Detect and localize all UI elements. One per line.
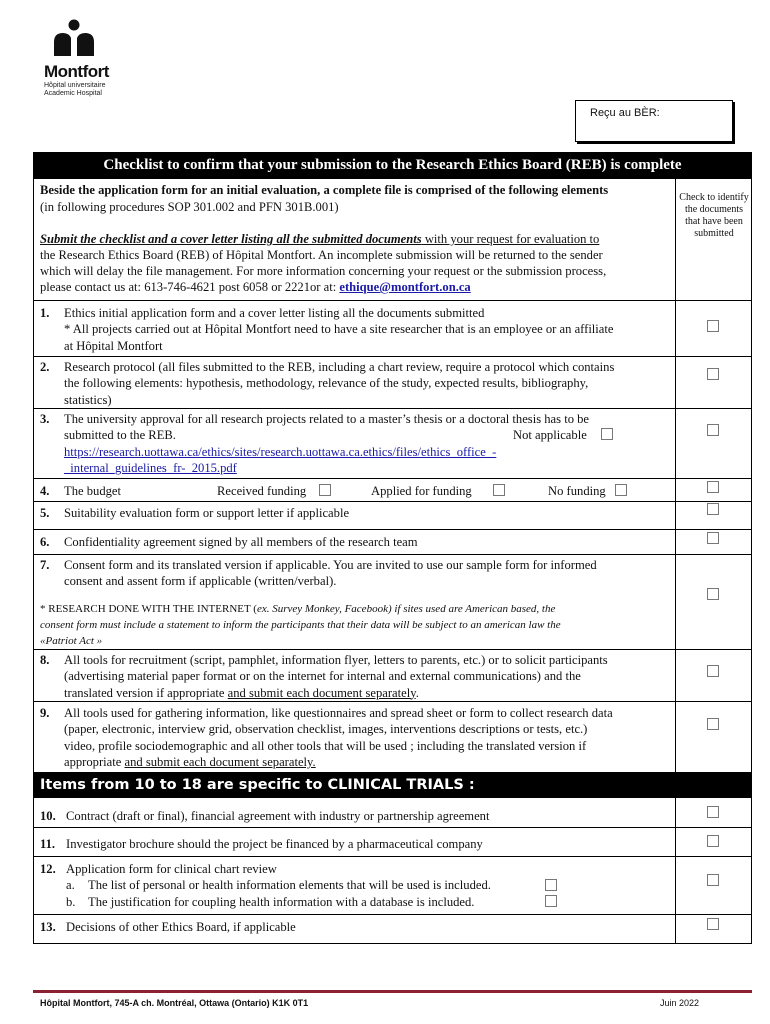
item-2-text bbox=[64, 359, 672, 408]
item-7-note-line1 bbox=[40, 601, 672, 617]
item-9-line3: video, profile sociodemographic and all other tools that will be used ; including the translated version if bbox=[64, 738, 587, 753]
item-7-line2: consent and assent form if applicable (written/verbal). bbox=[64, 574, 337, 589]
item-3-number: 3. bbox=[40, 412, 50, 426]
item-1-line1: Ethics initial application form and a cover letter listing all the documents submitted bbox=[64, 306, 485, 320]
column-divider bbox=[675, 179, 676, 772]
item-3-checkbox[interactable] bbox=[707, 424, 719, 436]
item-11-checkbox[interactable] bbox=[707, 835, 719, 847]
montfort-logo bbox=[44, 18, 124, 97]
item-10-text: Contract (draft or final), financial agreement with industry or partnership agreement bbox=[66, 809, 490, 823]
footer-date: Juin 2022 bbox=[660, 998, 700, 1008]
logo-subtitle-line1: Hôpital universitaire bbox=[44, 82, 106, 89]
item-8-line3a: translated version if appropriate bbox=[64, 685, 228, 700]
item-12-a-text: The list of personal or health information elements that will be used is included. bbox=[88, 878, 491, 892]
item-12-checkbox[interactable] bbox=[707, 874, 719, 886]
row-divider bbox=[33, 554, 752, 555]
item-8-text bbox=[64, 652, 672, 701]
item-3-line1: The university approval for all research projects related to a master’s thesis or a doctoral thesis has to be bbox=[64, 412, 590, 426]
item-11-number: 11. bbox=[40, 837, 56, 851]
item-13-number: 13. bbox=[40, 920, 56, 934]
item-7-checkbox[interactable] bbox=[707, 588, 719, 600]
item-3-not-applicable-checkbox[interactable] bbox=[601, 428, 613, 440]
intro-paragraph-line4 bbox=[40, 279, 672, 295]
item-12-b-text: The justification for coupling health information with a database is included. bbox=[88, 895, 475, 909]
contact-email-link[interactable]: ethique@montfort.on.ca bbox=[339, 280, 471, 294]
row-divider bbox=[33, 300, 752, 301]
item-1-line3: at Hôpital Montfort bbox=[64, 338, 163, 353]
intro-paragraph-line2: the Research Ethics Board (REB) of Hôpital Montfort. An incomplete submission will be returned to the sender bbox=[40, 248, 603, 262]
item-3-line2: submitted to the REB. bbox=[64, 428, 176, 443]
column-divider-clinical bbox=[675, 798, 676, 944]
item-5-text: Suitability evaluation form or support letter if applicable bbox=[64, 506, 350, 520]
item-9-number: 9. bbox=[40, 706, 50, 720]
item-6-number: 6. bbox=[40, 535, 50, 549]
intro-line1: Beside the application form for an initial evaluation, a complete file is comprised of the following elements bbox=[40, 183, 609, 197]
item-5-number: 5. bbox=[40, 506, 50, 520]
item-10-number: 10. bbox=[40, 809, 56, 823]
item-9-text bbox=[64, 705, 672, 770]
item-11-text: Investigator brochure should the project be financed by a pharmaceutical company bbox=[66, 837, 483, 851]
item-1-number: 1. bbox=[40, 306, 50, 320]
item-10-checkbox[interactable] bbox=[707, 806, 719, 818]
logo-name: Montfort bbox=[44, 62, 109, 81]
no-funding-checkbox[interactable] bbox=[615, 484, 627, 496]
item-2-number: 2. bbox=[40, 360, 50, 374]
footer-rule bbox=[33, 990, 752, 993]
item-7-note-1b: ex. Survey Monkey, Facebook) if sites used are American based, the bbox=[256, 603, 556, 615]
item-12-a-checkbox[interactable] bbox=[545, 879, 557, 891]
item-9-line4b: and submit each document separately. bbox=[124, 754, 316, 769]
item-7-note-line3: «Patriot Act » bbox=[40, 635, 103, 647]
item-13-checkbox[interactable] bbox=[707, 918, 719, 930]
item-9-checkbox[interactable] bbox=[707, 718, 719, 730]
item-1-checkbox[interactable] bbox=[707, 320, 719, 332]
item-6-checkbox[interactable] bbox=[707, 532, 719, 544]
item-7-text bbox=[64, 557, 672, 590]
logo-subtitle bbox=[44, 82, 105, 98]
item-6-text: Confidentiality agreement signed by all members of the research team bbox=[64, 535, 418, 549]
item-8-number: 8. bbox=[40, 653, 50, 667]
row-divider bbox=[33, 501, 752, 502]
row-divider bbox=[33, 856, 752, 857]
item-9-line4a: appropriate bbox=[64, 754, 125, 769]
item-7-line1: Consent form and its translated version if applicable. You are invited to use our sample form for informed bbox=[64, 558, 597, 572]
item-2-checkbox[interactable] bbox=[707, 368, 719, 380]
item-12-number: 12. bbox=[40, 862, 56, 876]
item-8-line1: All tools for recruitment (script, pamphlet, information flyer, letters to parents, etc.) or to solicit participants bbox=[64, 653, 608, 667]
item-2-line1: Research protocol (all files submitted to the REB, including a chart review, require a protocol which contains bbox=[64, 360, 615, 374]
item-9-line2: (paper, electronic, interview grid, observation checklist, images, interventions descriptions or tests, etc.) bbox=[64, 722, 588, 737]
row-divider bbox=[33, 529, 752, 530]
intro-line2: (in following procedures SOP 301.002 and PFN 301B.001) bbox=[40, 200, 339, 214]
item-9-line4 bbox=[64, 754, 672, 770]
item-13-text: Decisions of other Ethics Board, if applicable bbox=[66, 920, 296, 934]
item-7-note-line2: consent form must include a statement to inform the participants that their data will be subject to an american law the bbox=[40, 619, 561, 631]
item-8-line3 bbox=[64, 685, 672, 701]
item-5-checkbox[interactable] bbox=[707, 503, 719, 515]
item-12-b-checkbox[interactable] bbox=[545, 895, 557, 907]
item-8-line3b: and submit each document separately bbox=[227, 685, 416, 700]
applied-funding-checkbox[interactable] bbox=[493, 484, 505, 496]
intro-contact-text: please contact us at: 613-746-4621 post 6058 or 2221or at: bbox=[40, 280, 340, 294]
check-column-header: Check to identify the documents that have been submitted bbox=[679, 192, 749, 239]
reb-received-box[interactable] bbox=[575, 100, 733, 142]
item-3-guidelines-link[interactable]: https://research.uottawa.ca/ethics/sites/research.uottawa.ca.ethics/files/ethics_office_- bbox=[64, 444, 497, 459]
item-8-line3c: . bbox=[415, 685, 419, 700]
applied-funding-label: Applied for funding bbox=[371, 484, 472, 498]
item-4-label: The budget bbox=[64, 484, 122, 498]
intro-paragraph-line3: which will delay the file management. For more information concerning your request or the submission process, bbox=[40, 264, 607, 278]
item-7-internet-note bbox=[40, 601, 672, 649]
row-divider bbox=[33, 827, 752, 828]
row-divider bbox=[33, 701, 752, 702]
intro-paragraph-line1 bbox=[40, 231, 672, 247]
item-3-guidelines-link-cont[interactable]: _internal_guidelines_fr-_2015.pdf bbox=[64, 460, 237, 475]
footer-address: Hôpital Montfort, 745-A ch. Montréal, Ottawa (Ontario) K1K 0T1 bbox=[40, 998, 309, 1008]
item-8-line2: (advertising material paper format or on the internet for internal and external communications) and the bbox=[64, 669, 581, 684]
row-divider bbox=[33, 478, 752, 479]
item-12-text: Application form for clinical chart review bbox=[66, 862, 277, 876]
checklist-title: Checklist to confirm that your submission to the Research Ethics Board (REB) is complete bbox=[33, 152, 752, 179]
item-2-line3: statistics) bbox=[64, 392, 112, 407]
no-funding-label: No funding bbox=[548, 484, 606, 498]
item-1-text bbox=[64, 305, 672, 354]
received-funding-checkbox[interactable] bbox=[319, 484, 331, 496]
item-4-number: 4. bbox=[40, 484, 50, 498]
received-funding-label: Received funding bbox=[217, 484, 307, 498]
item-1-line2: * All projects carried out at Hôpital Montfort need to have a site researcher that is an employee or an affiliate bbox=[64, 322, 614, 337]
item-8-checkbox[interactable] bbox=[707, 665, 719, 677]
montfort-logo-icon bbox=[44, 18, 104, 60]
clinical-trials-header: Items from 10 to 18 are specific to CLINICAL TRIALS : bbox=[33, 772, 752, 798]
row-divider bbox=[33, 408, 752, 409]
item-3-not-applicable-label: Not applicable bbox=[513, 428, 587, 442]
item-4-checkbox[interactable] bbox=[707, 481, 719, 493]
reb-received-label: Reçu au BÈR: bbox=[590, 107, 660, 119]
intro-submit-instruction: Submit the checklist and a cover letter listing all the submitted documents bbox=[40, 232, 422, 246]
row-divider bbox=[33, 356, 752, 357]
item-12-a-marker: a. bbox=[66, 878, 75, 892]
intro-with-request: with your request for evaluation to bbox=[421, 232, 600, 246]
item-7-number: 7. bbox=[40, 558, 50, 572]
row-divider bbox=[33, 649, 752, 650]
item-7-note-1a: * RESEARCH DONE WITH THE INTERNET ( bbox=[40, 603, 257, 615]
row-divider bbox=[33, 914, 752, 915]
logo-subtitle-line2: Academic Hospital bbox=[44, 90, 102, 97]
item-2-line2: the following elements: hypothesis, methodology, relevance of the study, expected results, bibliography, bbox=[64, 376, 589, 391]
item-9-line1: All tools used for gathering information, like questionnaires and spread sheet or form to collect research data bbox=[64, 706, 613, 720]
item-12-b-marker: b. bbox=[66, 895, 76, 909]
item-3-text bbox=[64, 411, 672, 476]
